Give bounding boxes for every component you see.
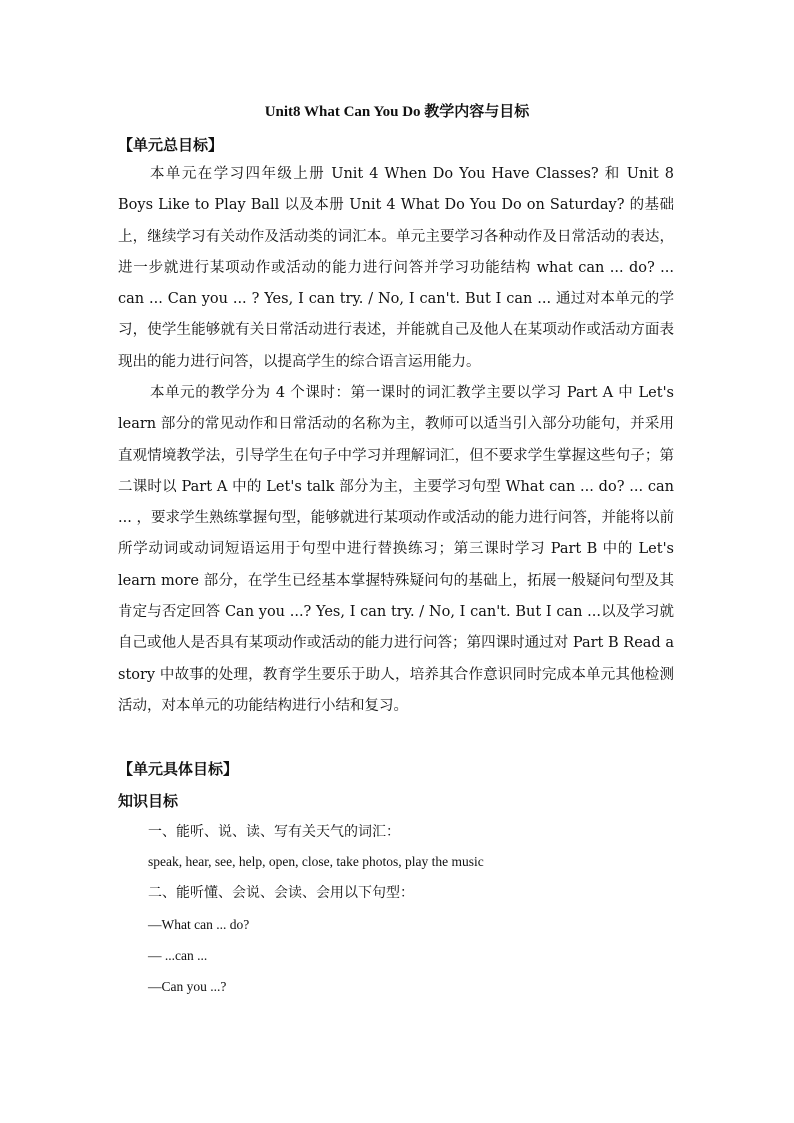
- paragraph-lesson-plan: 本单元的教学分为 4 个课时：第一课时的词汇教学主要以学习 Part A 中 Let's learn 部分的常见动作和日常活动的名称为主，教师可以适当引入部分功能句，并采用直观情境教学法，引导学生在句子中学习并理解词汇，但不要求学生掌握这些句子；第二课时以 Part A 中的 Let's talk 部分为主，主要学习句型 What can ... do? ... can ... ，要求学生熟练掌握句型，能够就进行某项动作或活动的能力进行问答，并能将以前所学动词或动词短语运用于句型中进行替换练习；第三课时学习 Part B 中的 Let's learn more 部分，在学生已经基本掌握特殊疑问句的基础上，拓展一般疑问句型及其肯定与否定回答 Can you ...? Yes, I can try. / No, I can't. But I can ...以及学习就自己或他人是否具有某项动作或活动的能力进行问答；第四课时通过对 Part B Read a story 中故事的处理，教育学生要乐于助人，培养其合作意识同时完成本单元其他检测活动，对本单元的功能结构进行小结和复习。: [118, 385, 674, 714]
- goal-item-vocabulary: 一、能听、说、读、写有关天气的词汇：: [148, 824, 400, 840]
- section-heading-specific-goals: 【单元具体目标】: [118, 760, 239, 778]
- sentence-pattern-what-can: —What can ... do?: [148, 917, 250, 932]
- sentence-pattern-can-you: —Can you ...?: [148, 979, 227, 994]
- sentence-pattern-can: — ...can ...: [148, 948, 208, 963]
- vocabulary-list: speak, hear, see, help, open, close, take photos, play the music: [148, 854, 484, 869]
- document-title: Unit8 What Can You Do 教学内容与目标: [264, 104, 530, 120]
- section-heading-unit-goal: 【单元总目标】: [118, 136, 224, 154]
- knowledge-goals-heading: 知识目标: [118, 792, 179, 810]
- paragraph-unit-goal: 本单元在学习四年级上册 Unit 4 When Do You Have Classes? 和 Unit 8 Boys Like to Play Ball 以及本册 Unit 4 What Do You Do on Saturday? 的基础上，继续学习有关动作及活动类的词汇本。单元主要学习各种动作及日常活动的表达，进一步就进行某项动作或活动的能力进行问答并学习功能结构 what can ... do? ... can ... Can you ... ? Yes, I can try. / No, I can't. But I can ... 通过对本单元的学习，使学生能够就有关日常活动进行表述，并能就自己及他人在某项动作或活动方面表现出的能力进行问答，以提高学生的综合语言运用能力。: [118, 166, 674, 370]
- goal-item-sentence-patterns: 二、能听懂、会说、会读、会用以下句型：: [148, 885, 414, 901]
